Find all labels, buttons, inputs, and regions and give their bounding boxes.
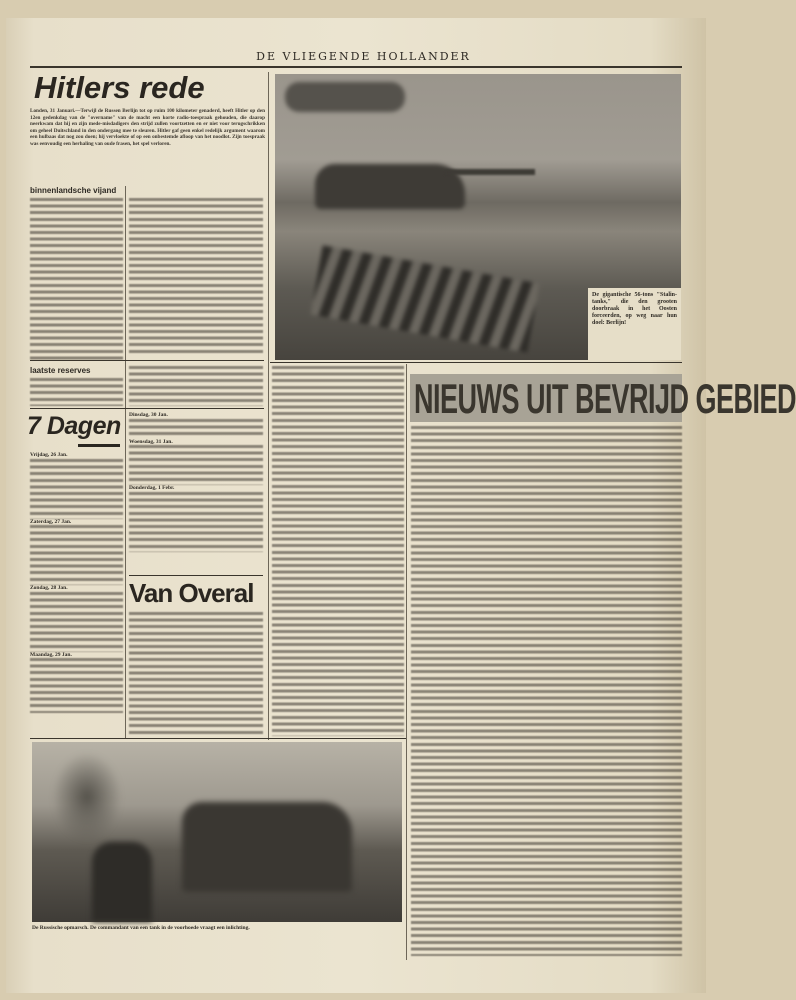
column-divider	[406, 364, 407, 960]
column-divider	[268, 72, 269, 740]
title-underline	[78, 444, 120, 447]
section-rule	[30, 408, 264, 409]
article-text	[30, 378, 123, 406]
day-entry: Zaterdag, 27 Jan.	[30, 518, 72, 525]
stalin-tanks-caption: De gigantische 56-tons "Stalin-tanks," die den grooten doorbraak in het Oosten forceerden, op weg naar hun doel: Berlijn!	[592, 292, 677, 326]
seven-days-title: 7 Dagen	[27, 412, 121, 440]
van-overal-title: Van Overal	[129, 578, 254, 608]
section-rule	[30, 738, 406, 739]
russian-advance-photo	[32, 742, 402, 922]
day-entry: Zondag, 28 Jan.	[30, 585, 68, 592]
nieuws-header	[410, 374, 796, 423]
masthead-rule	[30, 66, 682, 68]
nieuws-title: NIEUWS UIT BEVRIJD GEBIED	[414, 376, 796, 423]
article-text	[272, 366, 404, 736]
day-entry: Donderdag, 1 Febr.	[129, 485, 175, 492]
seven-days-list-continued	[129, 412, 263, 552]
masthead: DE VLIEGENDE HOLLANDER	[256, 50, 471, 63]
article-text	[129, 612, 263, 736]
day-entry: Dinsdag, 30 Jan.	[129, 412, 168, 418]
lead-intro: Londen, 31 Januari.—Terwijl de Russen Berlijn tot op ruim 100 kilometer genaderd, heeft Hitler op den 12en gedenkdag van de "overname" van de macht een korte radio-toespraak gehouden, die daarop neerkwam dat hij en zijn mede-misdadigers den strijd zullen voortzetten en er niet voor terugschrikken om geheel Duitschland in den ondergang mee te sleuren. Hitler gaf geen enkel redelijk argument waarom een hulbaas dat nog zou doen; hij vervloekte of op een onbestemde afloop van het noodlot. Zijn toespraak was eenvoudig een herhaling van oude frasen, het spel verloren.	[30, 108, 265, 147]
section-rule	[270, 362, 682, 363]
day-entry: Vrijdag, 26 Jan.	[30, 452, 68, 458]
article-text	[129, 198, 263, 356]
lead-headline: Hitlers rede	[34, 70, 205, 105]
article-text	[129, 366, 263, 406]
subhead-binnenlandsche-vijand: binnenlandsche vijand	[30, 186, 117, 195]
seven-days-list	[30, 452, 123, 713]
column-divider	[125, 186, 126, 738]
tank-silhouette	[315, 164, 465, 209]
day-entry: Woensdag, 31 Jan.	[129, 438, 173, 445]
nieuws-article-text	[411, 426, 682, 956]
day-entry: Maandag, 29 Jan.	[30, 651, 72, 658]
photo-caption-box	[588, 288, 681, 360]
russian-advance-caption: De Russische opmarsch. De commandant van een tank in de voorhoede vraagt een inlichting.	[32, 925, 250, 931]
article-text	[30, 198, 123, 363]
section-rule	[30, 360, 264, 361]
subhead-laatste-reserves: laatste reserves	[30, 366, 91, 375]
section-rule	[129, 575, 263, 576]
